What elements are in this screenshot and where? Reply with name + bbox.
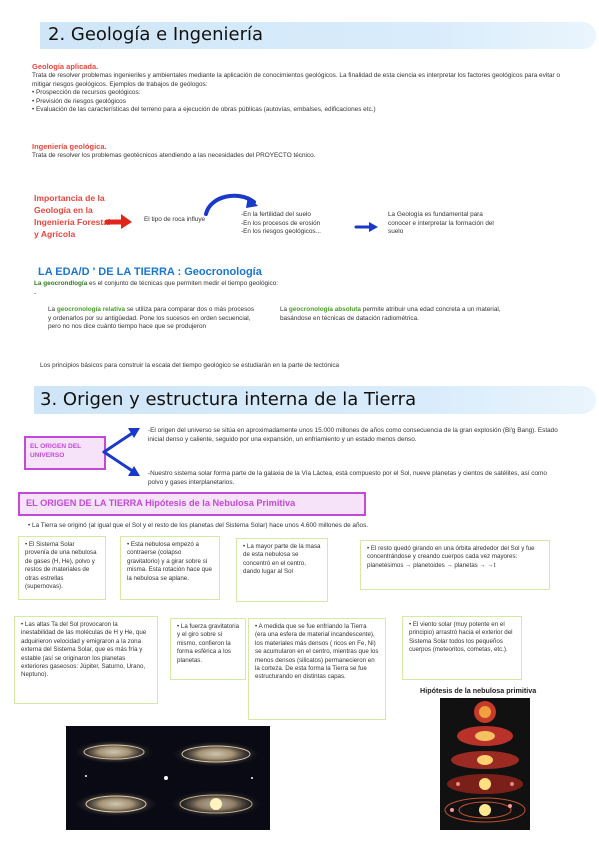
- relativa-term: geocronología relativa: [56, 306, 126, 313]
- tierra-box-1: • El Sistema Solar provenía de una nebulosa de gases (H, He), polvo y restos de materiales de otras estrellas (supernovas).: [18, 536, 106, 600]
- blue-arrow-icon: [354, 221, 380, 233]
- nebula-illustration-image: [66, 726, 270, 830]
- principios-text: Los principios básicos para construir la escala del tiempo geológico se estudiarán en la parte de tectónica: [40, 362, 340, 369]
- geologia-aplicada-paragraph: Trata de resolver problemas ingenieriles y ambientales mediante la aplicación de conocimientos geológicos. La finalidad de esta ciencia es interpretar los factores geológicos para evitar o mitigar riesgos geológicos. Ejemplos de trabajos de geólogos:: [32, 72, 560, 88]
- tierra-box-3: • La mayor parte de la masa de esta nebulosa se concentró en el centro, dando lugar al Sol: [236, 538, 328, 602]
- influye-item-2: -En los procesos de erosión: [241, 219, 321, 227]
- importancia-title: Importancia de la Geología en la Ingeniería Forestal y Agrícola: [34, 193, 111, 239]
- geologia-aplicada-text: [32, 72, 572, 115]
- geocronologia-term: La geocrondlogía: [34, 280, 88, 287]
- tierra-box-8: • El viento solar (muy potente en el principio) arrastró hacia el exterior del Sistema Solar todos los pequeños cuerpos (meteoritos, cometas, etc.).: [402, 616, 522, 680]
- bullet-2: • Previsión de riesgos geológicos: [32, 97, 126, 105]
- absoluta-text: [280, 306, 530, 323]
- tierra-box-4: • El resto quedó girando en una órbita alrededor del Sol y fue concentrándose y creando cuerpos cada vez mayores: planetésimos → planetoides → planetas → →t: [360, 540, 550, 590]
- nebula-diagram-caption: Hipótesis de la nebulosa primitiva: [420, 686, 537, 695]
- tierra-box-7: • A medida que se fue enfriando la Tierra (era una esfera de material incandescente), los materiales más densos ( ricos en Fe, Ni) se acumularon en el centro, mientras que los menos densos (silicatos) permanecieron en la corteza. De esta forma la Tierra se fue estructurando en distintas capas.: [248, 618, 386, 720]
- geologia-aplicada-heading: Geología aplicada.: [32, 62, 99, 71]
- section-3-title: 3. Origen y estructura interna de la Tierra: [40, 389, 417, 410]
- absoluta-rest: permite atribuir una edad concreta a un material, basándose en técnicas de datación radiométrica.: [280, 306, 501, 322]
- influye-item-3: -En los riesgos geológicos...: [241, 228, 321, 236]
- bullet-3: • Evaluación de las características del terreno para a ejecución de obras públicas (autovías, embalses, edificaciones etc.): [32, 106, 376, 114]
- relativa-rest: se utiliza para comparar dos o más procesos y ordenarlos por su antigüedad. Pone los sucesos en orden secuencial, pero no nos dice cuánto tiempo hace que se produjeron: [48, 306, 255, 331]
- absoluta-term: geocronología absoluta: [288, 306, 361, 313]
- tierra-box-5: • Las altas Ta del Sol provocaron la inestabilidad de las moléculas de H y He, que adquirieron velocidad y emigraron a la zona externa del Sistema Solar, que es más fría y estable (así se originaron los planetas exteriores gaseosos: Júpiter, Saturno, Urano, Neptuno).: [14, 616, 158, 704]
- universo-label: EL ORIGEN DEL UNIVERSO: [30, 443, 82, 459]
- bullet-1: • Prospección de recursos geológicos:: [32, 89, 141, 97]
- absoluta-pre: La: [280, 306, 289, 313]
- section-2-title: 2. Geología e Ingeniería: [48, 24, 264, 45]
- tierra-title: EL ORIGEN DE LA TIERRA Hipótesis de la Nebulosa Primitiva: [26, 498, 296, 508]
- influye-item-1: -En la fertilidad del suelo: [241, 211, 311, 218]
- relativa-pre: La: [48, 306, 57, 313]
- tipo-roca-text: El tipo de roca influye: [144, 216, 206, 223]
- conclusion-text: La Geología es fundamental para conocer e interpretar la formación del suelo: [388, 211, 494, 236]
- ingenieria-geologica-text: Trata de resolver los problemas geotécnicos atendiendo a las necesidades del PROYECTO técnico.: [32, 152, 316, 159]
- geocronologia-intro-rest: es el conjunto de técnicas que permiten medir el tiempo geológico:: [87, 280, 279, 287]
- tierra-box-6: • La fuerza gravitatoria y el giro sobre sí mismo, confieron la forma esférica a los planetas.: [170, 618, 246, 680]
- influye-list: [241, 211, 321, 237]
- tierra-intro: • La Tierra se originó (al igual que el Sol y el resto de los planetas del Sistema Solar) hace unos 4.600 millones de años.: [28, 522, 369, 529]
- relativa-text: [48, 306, 258, 332]
- geocronologia-intro: [34, 280, 574, 289]
- dash-mark: -: [34, 290, 37, 297]
- nebula-diagram-image: [440, 698, 530, 830]
- universo-p1: -El origen del universo se sitúa en aproximadamente unos 15.000 millones de años como consecuencia de la gran explosión (Bi'g Bang). Estado inicial denso y caliente, seguido por una expansión, un enfriamiento y un estado menos denso.: [148, 427, 558, 443]
- universo-p2: -Nuestro sistema solar forma parte de la galaxia de la Vía Láctea, está compuesto por el Sol, nueve planetas y cientos de satélites, así como polvo y gases interplanetarios.: [148, 470, 547, 486]
- branch-arrows-icon: [100, 424, 142, 480]
- red-arrow-icon: [105, 210, 135, 232]
- tierra-box-2: • Esta nebulosa empezó a contraerse (colapso gravitatorio) y a girar sobre sí misma. Esta rotación hace que la nebulosa se aplane.: [120, 536, 220, 600]
- ingenieria-geologica-heading: Ingeniería geológica.: [32, 142, 107, 151]
- geocronologia-title: LA EDA/D ' DE LA TIERRA : Geocronología: [38, 266, 262, 278]
